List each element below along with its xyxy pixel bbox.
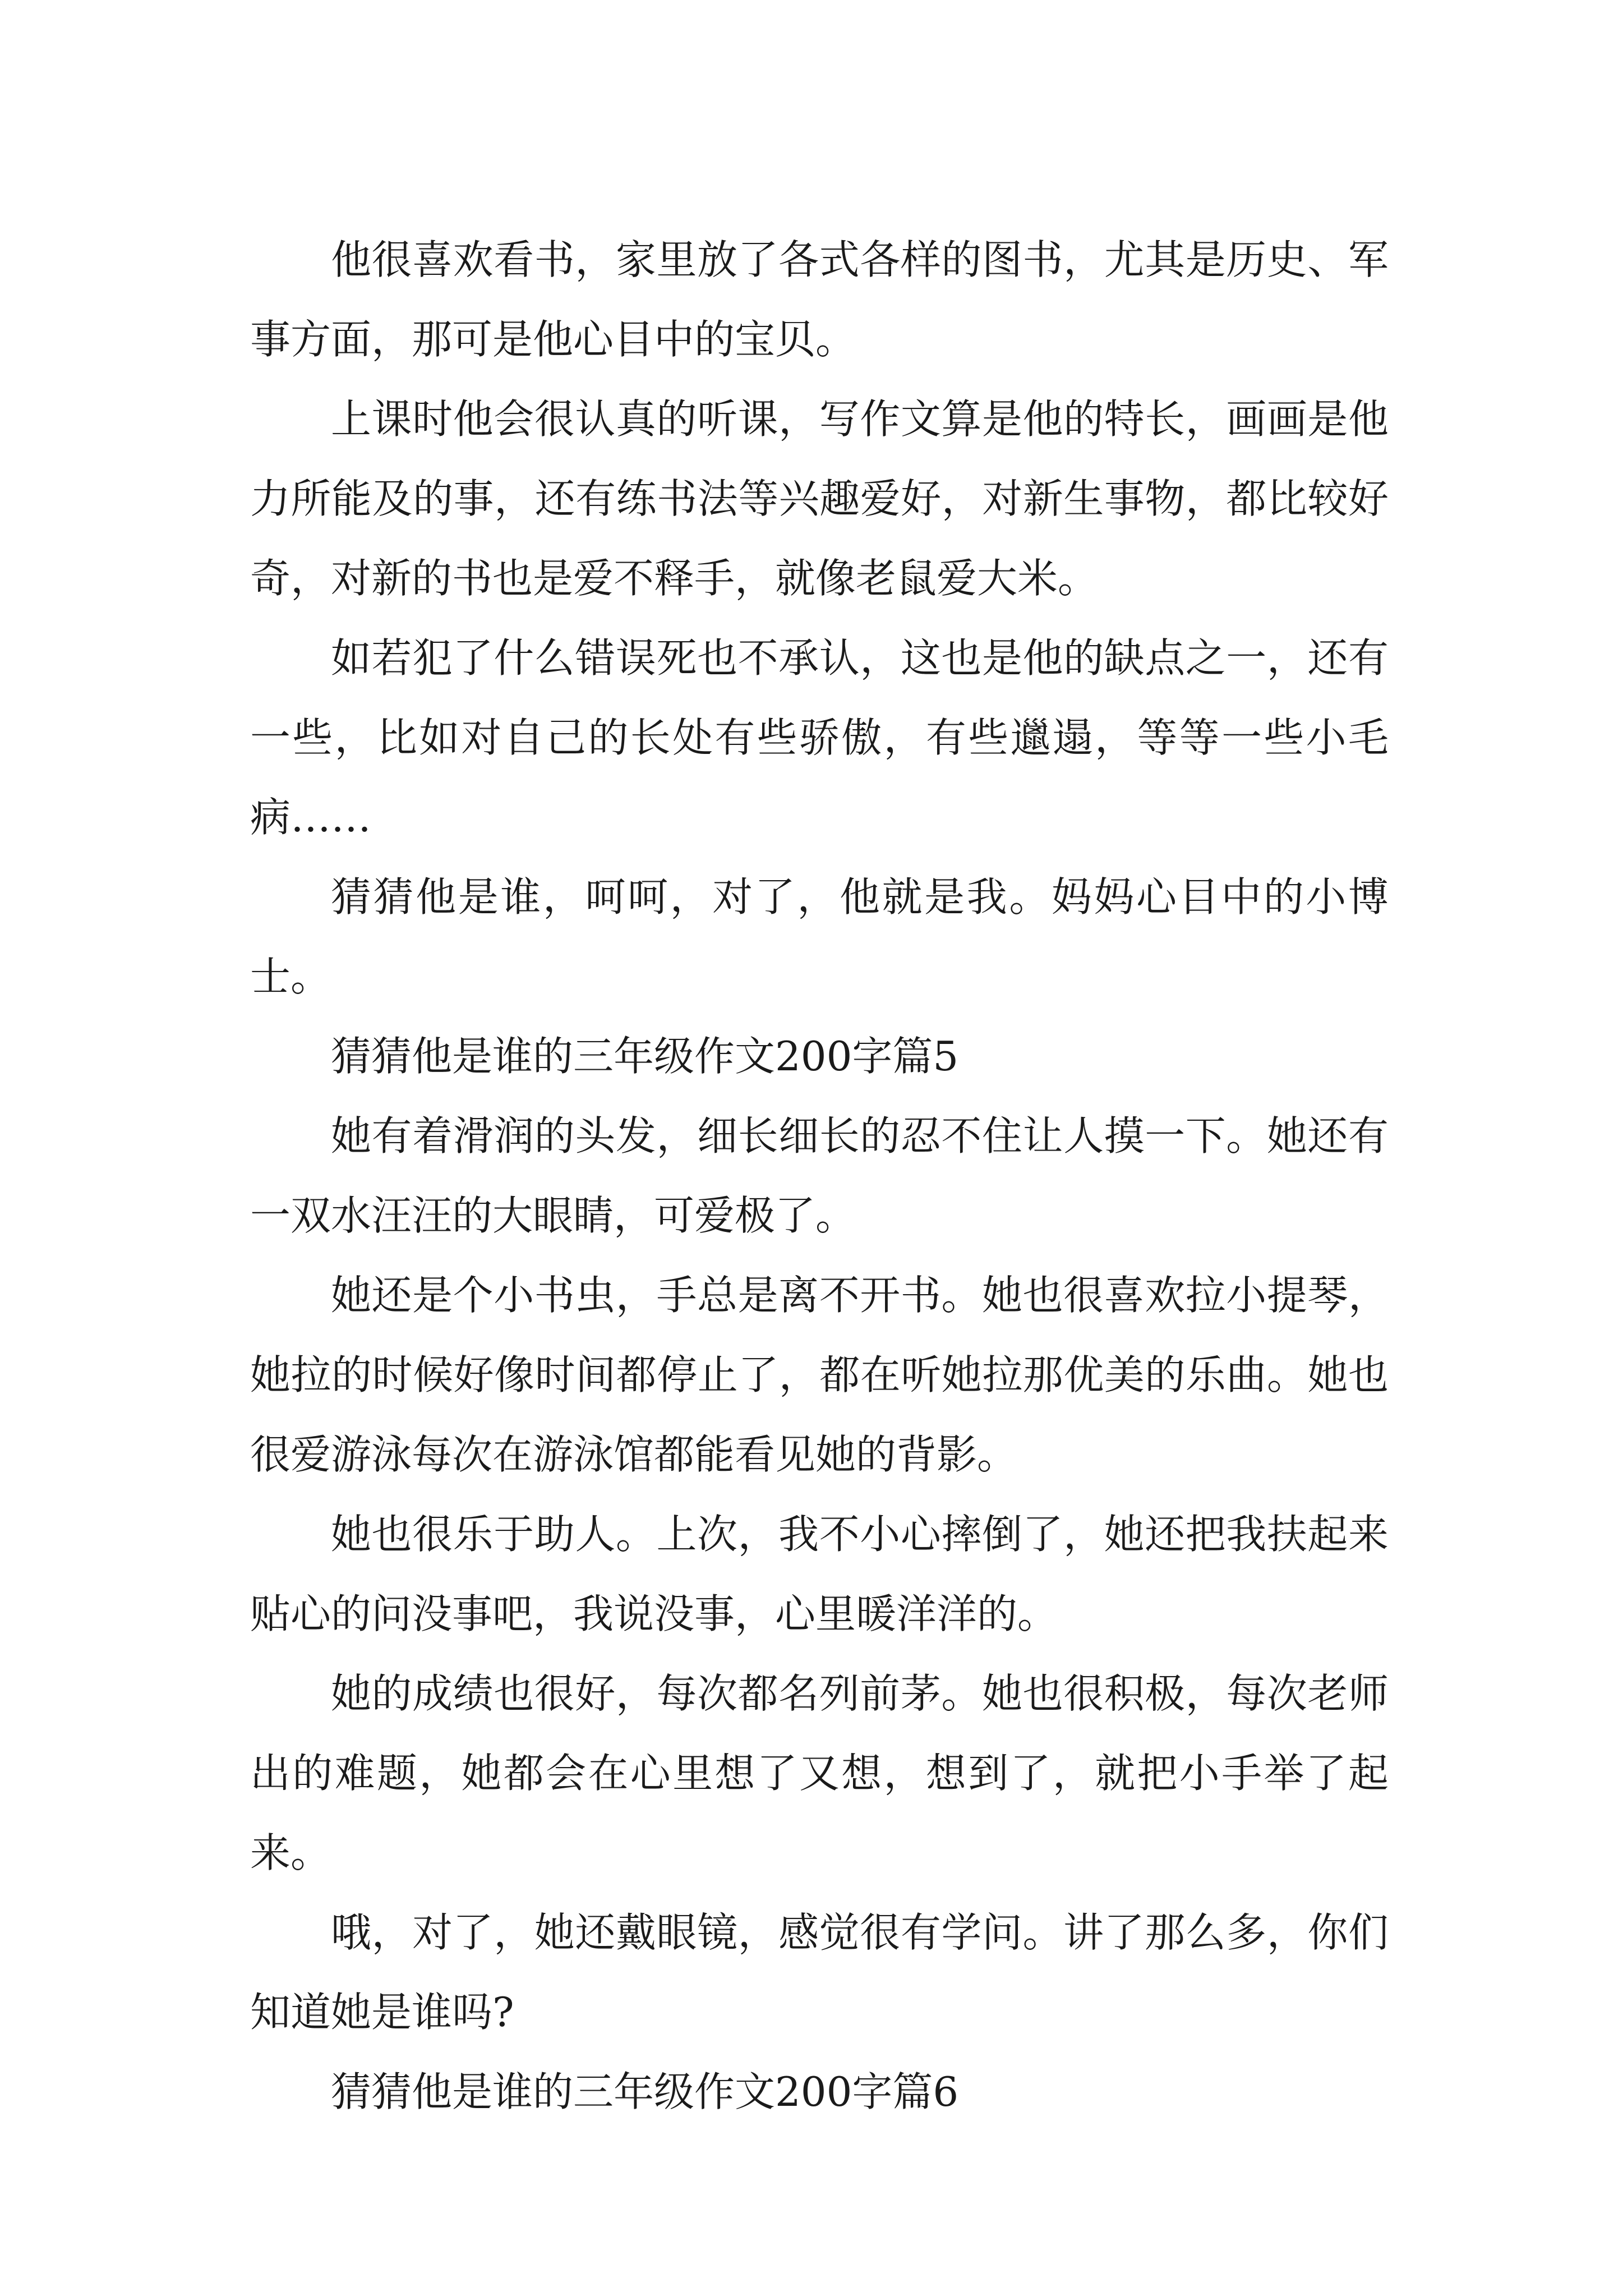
paragraph-1: 他很喜欢看书，家里放了各式各样的图书，尤其是历史、军事方面，那可是他心目中的宝贝。 [250,236,1389,363]
paragraph-2: 上课时他会很认真的听课，写作文算是他的特长，画画是他力所能及的事，还有练书法等兴趣爱好，对新生事物，都比较好奇，对新的书也是爱不释手，就像老鼠爱大米。 [250,395,1389,602]
section-heading-5: 猜猜他是谁的三年级作文200字篇5 [331,1033,959,1080]
article-body [250,220,1389,2132]
paragraph-3: 如若犯了什么错误死也不承认，这也是他的缺点之一，还有一些，比如对自己的长处有些骄傲，有些邋遢，等等一些小毛病…… [250,634,1389,841]
paragraph-6: 她还是个小书虫，手总是离不开书。她也很喜欢拉小提琴，她拉的时候好像时间都停止了，都在听她拉那优美的乐曲。她也很爱游泳每次在游泳馆都能看见她的背影。 [250,1272,1389,1478]
paragraph-8: 她的成绩也很好，每次都名列前茅。她也很积极，每次老师出的难题，她都会在心里想了又想，想到了，就把小手举了起来。 [250,1670,1389,1876]
paragraph-4: 猜猜他是谁，呵呵，对了，他就是我。妈妈心目中的小博士。 [250,873,1389,1000]
section-heading-6: 猜猜他是谁的三年级作文200字篇6 [331,2068,959,2115]
paragraph-5: 她有着滑润的头发，细长细长的忍不住让人摸一下。她还有一双水汪汪的大眼睛，可爱极了。 [250,1112,1389,1239]
paragraph-7: 她也很乐于助人。上次，我不小心摔倒了，她还把我扶起来贴心的问没事吧，我说没事，心里暖洋洋的。 [250,1511,1389,1637]
paragraph-9: 哦，对了，她还戴眼镜，感觉很有学问。讲了那么多，你们知道她是谁吗? [250,1909,1389,2036]
